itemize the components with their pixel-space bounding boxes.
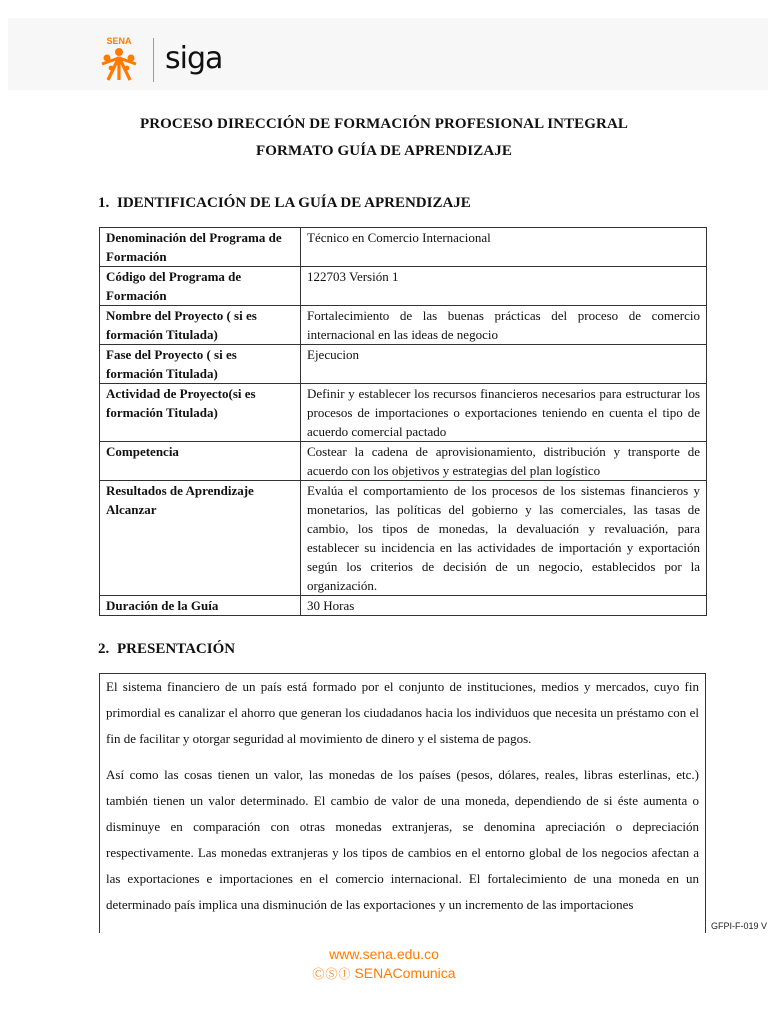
creative-commons-icon: ⒸⓈⒾ [312,967,352,981]
presentation-box [99,673,706,933]
sena-logo-text: SENA [106,36,132,46]
ident-row-label: Denominación del Programa de Formación [100,228,301,267]
presentation-paragraph: Así como las cosas tienen un valor, las monedas de los países (pesos, dólares, reales, libras esterlinas, etc.) también tienen un valor determinado. El cambio de valor de una moneda, dependiendo de si éste aumenta o disminuye en comparación con otras monedas extranjeras, se denomina apreciación o depreciación respectivamente. Las monedas extranjeras y los tipos de cambios en el entorno global de los negocios afectan a las exportaciones e importaciones en el comercio internacional. El fortalecimiento de una moneda en un determinado país implica una disminución de las exportaciones y un incremento de las importaciones [106,767,699,912]
section-2-title: PRESENTACIÓN [117,641,236,657]
ident-row-value: 30 Horas [301,596,707,616]
ident-table-row [100,345,707,384]
siga-logo-text: siga [165,41,223,76]
section-1-title: IDENTIFICACIÓN DE LA GUÍA DE APRENDIZAJE [117,195,471,211]
ident-row-value: Definir y establecer los recursos financieros necesarios para estructurar los procesos de importaciones o exportaciones teniendo en cuenta el tipo de acuerdo comercial pactado [301,384,707,442]
logo-divider [153,38,154,82]
ident-row-value: Técnico en Comercio Internacional [301,228,707,267]
section-1-heading [98,195,471,212]
footer-social [0,965,768,982]
ident-row-label: Fase del Proyecto ( si es formación Titulada) [100,345,301,384]
footer-website-link[interactable]: www.sena.edu.co [329,946,439,962]
ident-row-value: Fortalecimiento de las buenas prácticas del proceso de comercio internacional en las ideas de negocio [301,306,707,345]
document-code: GFPI-F-019 V [711,921,768,931]
format-title: FORMATO GUÍA DE APRENDIZAJE [256,143,512,159]
ident-row-value: Costear la cadena de aprovisionamiento, distribución y transporte de acuerdo con los objetivos y estrategias del plan logístico [301,442,707,481]
ident-row-value: 122703 Versión 1 [301,267,707,306]
ident-table-row [100,442,707,481]
ident-row-label: Nombre del Proyecto ( si es formación Titulada) [100,306,301,345]
ident-row-label: Resultados de Aprendizaje Alcanzar [100,481,301,596]
section-2-heading [98,641,235,658]
footer-social-handle[interactable]: SENAComunica [354,965,456,981]
ident-row-value: Ejecucion [301,345,707,384]
ident-table-row [100,306,707,345]
ident-table-row [100,481,707,596]
ident-row-label: Competencia [100,442,301,481]
identification-table [99,227,707,616]
section-2-number: 2. [98,641,110,657]
ident-row-value: Evalúa el comportamiento de los procesos de los sistemas financieros y monetarios, las políticas del gobierno y las comerciales, las tasas de cambio, los tipos de monedas, la devaluación y revaluación, para establecer su incidencia en las actividades de importación y exportación según los criterios de decisión de un negocio, establecidos por la organización. [301,481,707,596]
section-1-number: 1. [98,195,110,211]
process-title: PROCESO DIRECCIÓN DE FORMACIÓN PROFESIONAL INTEGRAL [139,116,629,132]
ident-table-row [100,228,707,267]
presentation-paragraph: El sistema financiero de un país está formado por el conjunto de instituciones, medios y mercados, cuyo fin primordial es canalizar el ahorro que generan los ciudadanos hacia los individuos que necesita un préstamo con el fin de facilitar y otorgar seguridad al movimiento de dinero y el sistema de pagos. [106,679,699,746]
ident-table-row [100,267,707,306]
ident-row-label: Código del Programa de Formación [100,267,301,306]
ident-row-label: Actividad de Proyecto(si es formación Titulada) [100,384,301,442]
ident-table-row [100,384,707,442]
ident-table-row [100,596,707,616]
siga-logo [163,40,243,80]
sena-logo [94,34,144,84]
ident-row-label: Duración de la Guía [100,596,301,616]
